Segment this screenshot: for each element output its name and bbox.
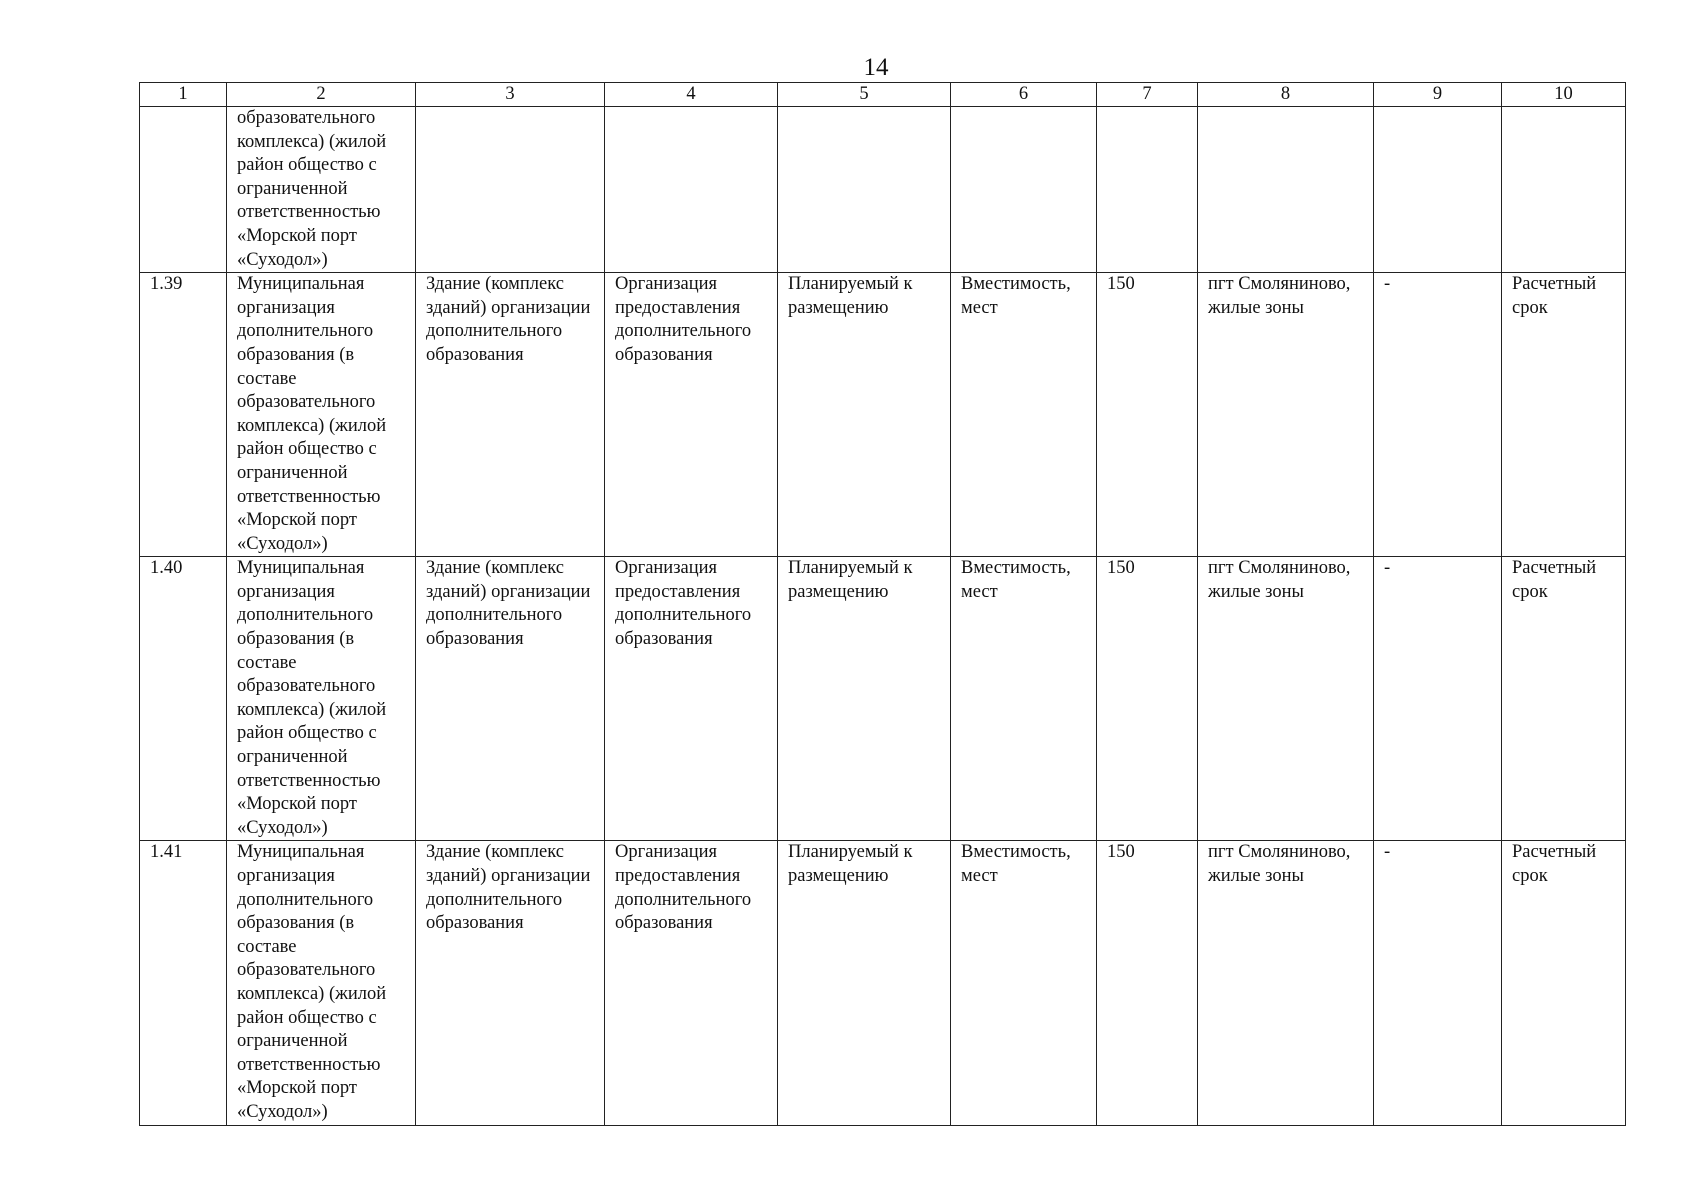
object-purpose-cell: Организация предоставления дополнительного образования bbox=[605, 273, 778, 557]
characteristic-cell: Вместимость, мест bbox=[951, 841, 1097, 1125]
value-cell: 150 bbox=[1097, 557, 1198, 841]
column-number: 4 bbox=[605, 83, 778, 107]
object-status-cell bbox=[778, 107, 951, 273]
value-cell bbox=[1097, 107, 1198, 273]
row-number-cell: 1.40 bbox=[140, 557, 227, 841]
term-cell: Расчетный срок bbox=[1502, 841, 1626, 1125]
object-type-cell: Здание (комплекс зданий) организации дополнительного образования bbox=[416, 557, 605, 841]
column-number-row bbox=[140, 83, 1626, 107]
characteristic-cell: Вместимость, мест bbox=[951, 557, 1097, 841]
object-status-cell: Планируемый к размещению bbox=[778, 557, 951, 841]
object-name-cell: Муниципальная организация дополнительного образования (в составе образовательного комплекса) (жилой район общество с ограниченной ответственностью «Морской порт «Суходол») bbox=[227, 557, 416, 841]
object-name-cell: Муниципальная организация дополнительного образования (в составе образовательного комплекса) (жилой район общество с ограниченной ответственностью «Морской порт «Суходол») bbox=[227, 273, 416, 557]
zone-cell: - bbox=[1374, 557, 1502, 841]
object-name-cell: образовательного комплекса) (жилой район общество с ограниченной ответственностью «Морской порт «Суходол») bbox=[227, 107, 416, 273]
term-cell: Расчетный срок bbox=[1502, 273, 1626, 557]
location-cell: пгт Смоляниново, жилые зоны bbox=[1198, 841, 1374, 1125]
table-row bbox=[140, 557, 1626, 841]
column-number: 6 bbox=[951, 83, 1097, 107]
row-number-cell bbox=[140, 107, 227, 273]
column-number: 2 bbox=[227, 83, 416, 107]
term-cell bbox=[1502, 107, 1626, 273]
object-purpose-cell: Организация предоставления дополнительного образования bbox=[605, 557, 778, 841]
column-number: 3 bbox=[416, 83, 605, 107]
page-number: 14 bbox=[863, 54, 889, 81]
location-cell: пгт Смоляниново, жилые зоны bbox=[1198, 273, 1374, 557]
column-number: 9 bbox=[1374, 83, 1502, 107]
object-purpose-cell bbox=[605, 107, 778, 273]
column-number: 10 bbox=[1502, 83, 1626, 107]
object-status-cell: Планируемый к размещению bbox=[778, 273, 951, 557]
column-number: 5 bbox=[778, 83, 951, 107]
object-status-cell: Планируемый к размещению bbox=[778, 841, 951, 1125]
table-row bbox=[140, 841, 1626, 1125]
location-cell: пгт Смоляниново, жилые зоны bbox=[1198, 557, 1374, 841]
object-type-cell: Здание (комплекс зданий) организации дополнительного образования bbox=[416, 841, 605, 1125]
location-cell bbox=[1198, 107, 1374, 273]
zone-cell: - bbox=[1374, 273, 1502, 557]
row-number-cell: 1.39 bbox=[140, 273, 227, 557]
object-type-cell bbox=[416, 107, 605, 273]
objects-table bbox=[139, 82, 1626, 1126]
term-cell: Расчетный срок bbox=[1502, 557, 1626, 841]
value-cell: 150 bbox=[1097, 273, 1198, 557]
object-type-cell: Здание (комплекс зданий) организации дополнительного образования bbox=[416, 273, 605, 557]
column-number: 7 bbox=[1097, 83, 1198, 107]
characteristic-cell bbox=[951, 107, 1097, 273]
object-name-cell: Муниципальная организация дополнительного образования (в составе образовательного комплекса) (жилой район общество с ограниченной ответственностью «Морской порт «Суходол») bbox=[227, 841, 416, 1125]
column-number: 8 bbox=[1198, 83, 1374, 107]
zone-cell bbox=[1374, 107, 1502, 273]
column-number: 1 bbox=[140, 83, 227, 107]
value-cell: 150 bbox=[1097, 841, 1198, 1125]
table-row bbox=[140, 273, 1626, 557]
characteristic-cell: Вместимость, мест bbox=[951, 273, 1097, 557]
zone-cell: - bbox=[1374, 841, 1502, 1125]
table-row bbox=[140, 107, 1626, 273]
object-purpose-cell: Организация предоставления дополнительного образования bbox=[605, 841, 778, 1125]
row-number-cell: 1.41 bbox=[140, 841, 227, 1125]
